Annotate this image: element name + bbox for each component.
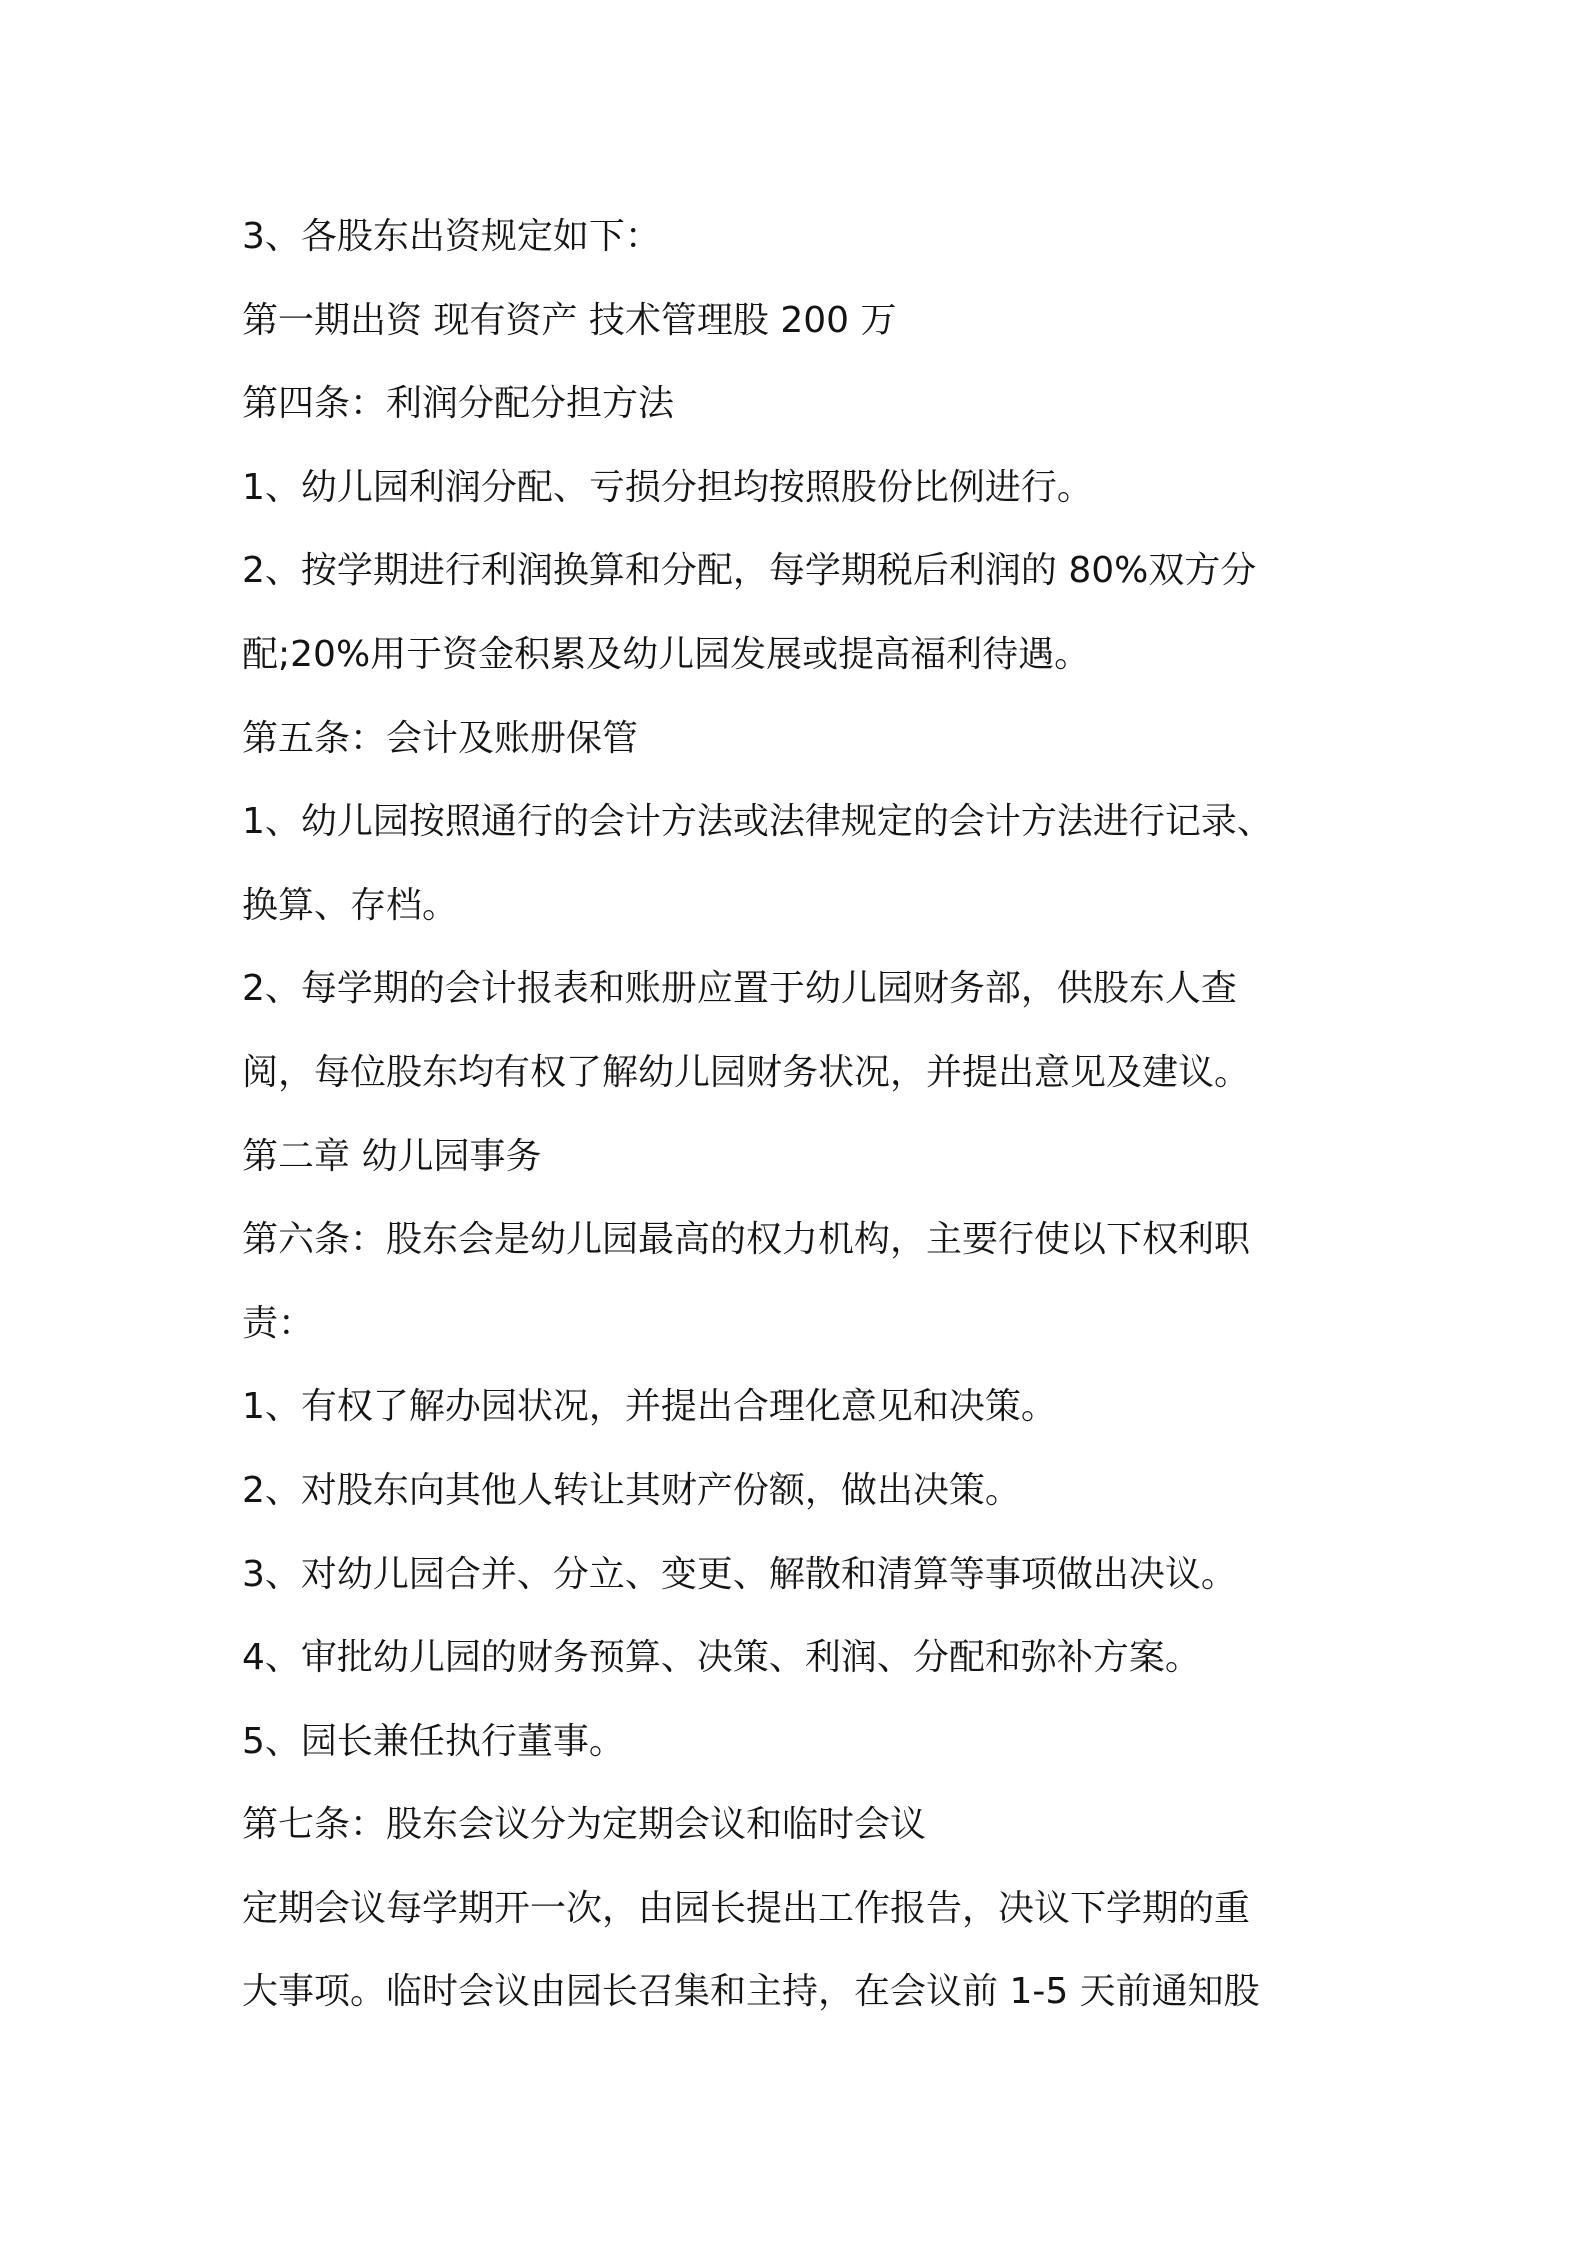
text-line: 大事项。临时会议由园长召集和主持，在会议前 1-5 天前通知股 [242,1971,1260,2013]
text-line-capital-rules: 3、各股东出资规定如下： [242,216,661,257]
article-heading-5: 第五条：会计及账册保管 [242,717,639,759]
text-line: 阅，每位股东均有权了解幼儿园财务状况，并提出意见及建议。 [242,1051,1251,1093]
article-heading-4: 第四条：利润分配分担方法 [242,383,675,425]
text-line: 5、园长兼任执行董事。 [242,1720,625,1762]
text-line: 3、对幼儿园合并、分立、变更、解散和清算等事项做出决议。 [242,1553,1237,1595]
text-line: 1、有权了解办园状况，并提出合理化意见和决策。 [242,1386,1057,1428]
chapter-heading-2: 第二章 幼儿园事务 [242,1135,542,1177]
text-line: 1、幼儿园利润分配、亏损分担均按照股份比例进行。 [242,466,1093,508]
text-line: 2、按学期进行利润换算和分配，每学期税后利润的 80%双方分 [242,550,1257,592]
article-heading-7: 第七条：股东会议分为定期会议和临时会议 [242,1804,927,1846]
text-line: 4、审批幼儿园的财务预算、决策、利润、分配和弥补方案。 [242,1637,1201,1679]
text-line: 责： [242,1302,315,1344]
text-line: 配;20%用于资金积累及幼儿园发展或提高福利待遇。 [242,633,1091,675]
text-line: 2、每学期的会计报表和账册应置于幼儿园财务部，供股东人查 [242,968,1237,1010]
article-heading-6: 第六条：股东会是幼儿园最高的权力机构，主要行使以下权利职 [242,1219,1251,1261]
text-line: 2、对股东向其他人转让其财产份额，做出决策。 [242,1469,1021,1511]
text-line-first-contribution: 第一期出资 现有资产 技术管理股 200 万 [242,299,897,341]
document-body [242,195,1362,2034]
text-line: 换算、存档。 [242,884,459,926]
text-line: 1、幼儿园按照通行的会计方法或法律规定的会计方法进行记录、 [242,801,1273,843]
text-line: 定期会议每学期开一次，由园长提出工作报告，决议下学期的重 [242,1887,1251,1929]
